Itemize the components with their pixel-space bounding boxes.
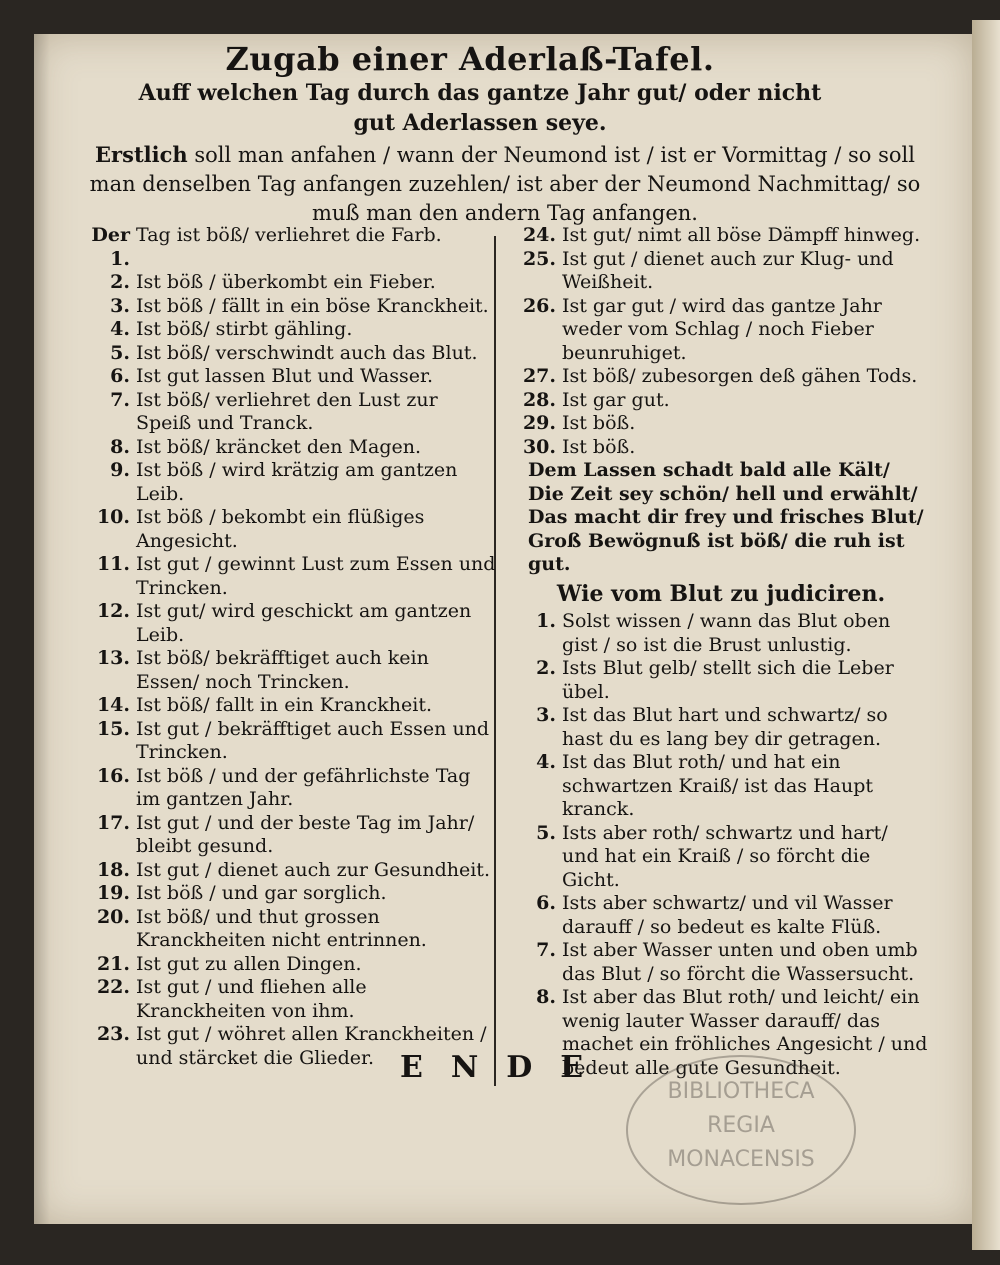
intro-text: soll man anfahen / wann der Neumond ist / ist er Vormittag / so soll man denselben Tag anfangen zuzehlen/ ist aber der Neumond Nachmittag/ so muß man den andern Tag anfangen.	[89, 143, 921, 225]
item-number: 29.	[522, 412, 556, 434]
list-item	[512, 436, 930, 460]
left-column	[86, 224, 496, 1070]
item-number: 1.	[536, 610, 556, 632]
item-number: 6.	[536, 892, 556, 914]
list-item	[86, 694, 496, 718]
list-item	[512, 295, 930, 366]
intro-paragraph	[80, 140, 930, 228]
list-item	[86, 906, 496, 953]
item-text: Ist gut / dienet auch zur Klug- und Weißheit.	[562, 247, 894, 293]
page-title: Zugab einer Aderlaß-Tafel.	[225, 40, 715, 78]
item-text: Ist gut/ wird geschickt am gantzen Leib.	[136, 600, 472, 646]
item-text: Ist böß / und der gefährlichste Tag im gantzen Jahr.	[136, 764, 471, 810]
section-heading: Wie vom Blut zu judiciren.	[556, 580, 886, 607]
list-item	[512, 365, 930, 389]
list-item	[86, 647, 496, 694]
item-text: Ist gut / gewinnt Lust zum Essen und Trincken.	[136, 553, 496, 599]
item-text: Ist böß/ bekräfftiget auch kein Essen/ noch Trincken.	[136, 647, 429, 693]
item-text: Ist böß / wird krätzig am gantzen Leib.	[136, 459, 458, 505]
item-number: 12.	[96, 600, 130, 622]
item-number: 17.	[96, 811, 130, 834]
item-number: 21.	[96, 952, 130, 975]
item-number: 2.	[110, 271, 130, 293]
list-item	[86, 459, 496, 506]
item-text: Ist gut / und der beste Tag im Jahr/ bleibt gesund.	[136, 811, 475, 857]
list-item	[86, 271, 496, 295]
stamp-line-3: MONACENSIS	[667, 1147, 815, 1172]
list-item	[86, 765, 496, 812]
item-number: 28.	[522, 388, 556, 411]
verse	[512, 459, 930, 577]
item-number: 16.	[96, 764, 130, 787]
item-number: 14.	[96, 694, 130, 716]
item-text: Ist böß / überkombt ein Fieber.	[136, 271, 436, 293]
right-column	[512, 224, 930, 1080]
item-text: Ists aber roth/ schwartz und hart/ und hat ein Kraiß / so förcht die Gicht.	[562, 821, 888, 891]
list-item	[86, 718, 496, 765]
item-text: Ists aber schwartz/ und vil Wasser darauff / so bedeut es kalte Flüß.	[562, 892, 893, 938]
item-text: Ist böß / bekombt ein flüßiges Angesicht.	[136, 506, 425, 552]
item-text: Ist gut/ nimt all böse Dämpff hinweg.	[562, 224, 921, 246]
verse-line: Dem Lassen schadt bald alle Kält/	[528, 459, 890, 481]
page-subtitle: Auff welchen Tag durch das gantze Jahr gut/ oder nicht gut Aderlassen seye.	[138, 80, 822, 136]
item-number: 2.	[536, 657, 556, 679]
list-item	[86, 365, 496, 389]
list-item	[86, 506, 496, 553]
item-number: 13.	[96, 647, 130, 669]
list-item	[512, 412, 930, 436]
list-item	[86, 859, 496, 883]
list-item	[512, 751, 930, 822]
item-number: 8.	[110, 435, 130, 458]
item-number: 4.	[536, 751, 556, 773]
item-text: Ist gut lassen Blut und Wasser.	[136, 365, 434, 387]
item-number: 30.	[522, 435, 556, 458]
list-item	[512, 657, 930, 704]
book-gutter	[972, 20, 1000, 1250]
list-item	[512, 939, 930, 986]
finis: ENDE	[400, 1050, 612, 1085]
item-text: Ist böß/ fallt in ein Kranckheit.	[136, 694, 433, 716]
item-number: 7.	[536, 939, 556, 961]
item-number: 26.	[522, 294, 556, 317]
item-text: Ist gar gut.	[562, 388, 670, 411]
stamp-line-2: REGIA	[707, 1113, 775, 1138]
item-text: Ist gut / und fliehen alle Kranckheiten von ihm.	[136, 976, 367, 1022]
list-item	[512, 248, 930, 295]
item-number: 15.	[96, 717, 130, 740]
list-item	[86, 953, 496, 977]
item-number: Der 1.	[91, 224, 130, 270]
right-list	[512, 224, 930, 459]
verse-line: Groß Bewögnuß ist böß/ die ruh ist gut.	[528, 529, 905, 575]
list-item	[86, 812, 496, 859]
section2-list	[512, 610, 930, 1080]
item-text: Ist böß.	[562, 435, 636, 458]
item-text: Solst wissen / wann das Blut oben gist / so ist die Brust unlustig.	[562, 610, 891, 656]
item-number: 22.	[96, 976, 130, 998]
list-item	[86, 436, 496, 460]
verse-line: Die Zeit sey schön/ hell und erwählt/	[528, 482, 918, 505]
item-number: 11.	[96, 553, 130, 575]
item-text: Ist das Blut hart und schwartz/ so hast du es lang bey dir getragen.	[562, 704, 888, 750]
list-item	[86, 318, 496, 342]
item-text: Ist aber Wasser unten und oben umb das Blut / so förcht die Wassersucht.	[562, 939, 918, 985]
item-number: 8.	[536, 986, 556, 1008]
list-item	[86, 224, 496, 271]
item-text: Ist böß/ und thut grossen Kranckheiten nicht entrinnen.	[136, 905, 427, 951]
list-item	[86, 342, 496, 366]
item-text: Ist gut / wöhret allen Kranckheiten / und stärcket die Glieder.	[136, 1023, 487, 1069]
item-text: Ist aber das Blut roth/ und leicht/ ein wenig lauter Wasser darauff/ das machet ein fröhliches Angesicht / und bedeut alle gute Gesundheit.	[562, 986, 928, 1079]
list-item	[512, 704, 930, 751]
item-number: 18.	[96, 858, 130, 881]
item-number: 25.	[522, 247, 556, 270]
item-number: 5.	[536, 821, 556, 844]
item-number: 20.	[96, 905, 130, 928]
item-text: Ists Blut gelb/ stellt sich die Leber übel.	[562, 657, 894, 703]
stamp-line-1: BIBLIOTHECA	[667, 1079, 815, 1104]
item-number: 4.	[110, 318, 130, 340]
list-item	[512, 224, 930, 248]
list-item	[86, 295, 496, 319]
list-item	[86, 389, 496, 436]
list-item	[512, 892, 930, 939]
item-text: Ist böß.	[562, 412, 636, 434]
item-number: 10.	[96, 506, 130, 528]
item-number: 23.	[96, 1023, 130, 1045]
item-text: Ist böß/ stirbt gähling.	[136, 318, 353, 340]
list-item	[86, 976, 496, 1023]
list-item	[86, 553, 496, 600]
list-item	[512, 610, 930, 657]
list-item	[512, 389, 930, 413]
list-item	[86, 882, 496, 906]
verse-line: Das macht dir frey und frisches Blut/	[528, 506, 924, 528]
item-number: 27.	[522, 365, 556, 387]
item-number: 5.	[110, 341, 130, 364]
list-item	[86, 600, 496, 647]
item-number: 6.	[110, 365, 130, 387]
item-text: Ist gar gut / wird das gantze Jahr weder vom Schlag / noch Fieber beunruhiget.	[562, 294, 882, 364]
item-text: Ist böß / und gar sorglich.	[136, 882, 387, 904]
item-text: Ist böß/ verschwindt auch das Blut.	[136, 341, 478, 364]
item-text: Ist böß/ verliehret den Lust zur Speiß und Tranck.	[136, 388, 438, 434]
item-number: 24.	[522, 224, 556, 246]
intro-lead: Erstlich	[95, 142, 188, 167]
item-number: 3.	[110, 294, 130, 317]
item-text: Ist böß/ zubesorgen deß gähen Tods.	[562, 365, 918, 387]
item-text: Ist das Blut roth/ und hat ein schwartzen Kraiß/ ist das Haupt kranck.	[562, 751, 873, 820]
item-number: 7.	[110, 388, 130, 411]
library-stamp	[626, 1055, 856, 1205]
item-text: Ist gut zu allen Dingen.	[136, 952, 362, 975]
item-text: Ist böß/ kräncket den Magen.	[136, 435, 422, 458]
list-item	[512, 822, 930, 893]
item-number: 3.	[536, 704, 556, 726]
item-text: Tag ist böß/ verliehret die Farb.	[136, 224, 442, 246]
item-text: Ist gut / dienet auch zur Gesundheit.	[136, 858, 490, 881]
item-text: Ist gut / bekräfftiget auch Essen und Trincken.	[136, 717, 490, 763]
item-number: 19.	[96, 882, 130, 904]
page-shadow	[34, 34, 50, 1224]
item-text: Ist böß / fällt in ein böse Kranckheit.	[136, 294, 489, 317]
item-number: 9.	[110, 459, 130, 481]
